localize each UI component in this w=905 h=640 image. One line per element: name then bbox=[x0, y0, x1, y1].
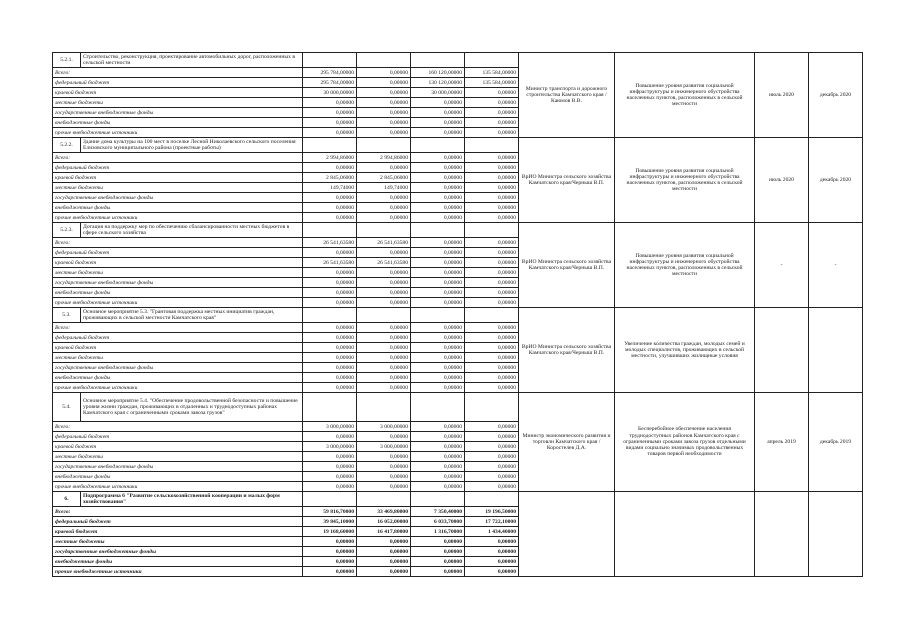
end-date-cell: декабрь 2019 bbox=[809, 393, 863, 492]
empty-cell bbox=[357, 223, 411, 238]
result-cell: Повышение уровня развития социальной инфраструктуры и инженерного обустройства населенных пунктов, расположенных в сельской местности bbox=[615, 138, 755, 223]
amount-cell: 0,00000 bbox=[411, 353, 465, 363]
empty-cell bbox=[357, 492, 411, 507]
amount-cell: 160 120,00000 bbox=[411, 68, 465, 78]
end-date-cell: декабрь 2020 bbox=[809, 53, 863, 138]
amount-cell: 0,00000 bbox=[303, 98, 357, 108]
amount-cell: 0,00000 bbox=[465, 353, 519, 363]
amount-cell: 0,00000 bbox=[303, 557, 357, 567]
funding-source-label: Всего: bbox=[53, 153, 303, 163]
funding-source-label: краевой бюджет bbox=[53, 258, 303, 268]
amount-cell: 0,00000 bbox=[303, 333, 357, 343]
amount-cell: 0,00000 bbox=[411, 323, 465, 333]
executor-cell: Министр транспорта и дорожного строительства Камчатского края / Каюмов В.В. bbox=[519, 53, 615, 138]
amount-cell: 0,00000 bbox=[357, 557, 411, 567]
amount-cell: 149,74000 bbox=[357, 183, 411, 193]
funding-source-label: внебюджетные фонды bbox=[53, 288, 303, 298]
amount-cell: 0,00000 bbox=[357, 108, 411, 118]
amount-cell: 0,00000 bbox=[411, 557, 465, 567]
start-date-cell: июль 2020 bbox=[755, 53, 809, 138]
amount-cell: 0,00000 bbox=[357, 567, 411, 577]
amount-cell: 0,00000 bbox=[465, 547, 519, 557]
amount-cell: 0,00000 bbox=[303, 108, 357, 118]
amount-cell: 0,00000 bbox=[465, 452, 519, 462]
amount-cell: 3 000,00000 bbox=[303, 422, 357, 432]
amount-cell: 0,00000 bbox=[465, 323, 519, 333]
amount-cell: 0,00000 bbox=[357, 278, 411, 288]
amount-cell: 0,00000 bbox=[357, 118, 411, 128]
funding-source-label: Всего: bbox=[53, 422, 303, 432]
amount-cell: 135 584,00000 bbox=[465, 78, 519, 88]
start-date-cell: апрель 2019 bbox=[755, 393, 809, 492]
funding-source-label: прочие внебюджетные источники bbox=[53, 482, 303, 492]
empty-cell bbox=[357, 138, 411, 153]
funding-source-label: краевой бюджет bbox=[53, 442, 303, 452]
amount-cell: 26 541,63580 bbox=[357, 238, 411, 248]
empty-cell bbox=[411, 223, 465, 238]
amount-cell: 0,00000 bbox=[303, 213, 357, 223]
amount-cell: 30 000,00000 bbox=[411, 88, 465, 98]
amount-cell: 0,00000 bbox=[411, 298, 465, 308]
funding-source-label: Всего: bbox=[53, 68, 303, 78]
end-date-cell bbox=[809, 308, 863, 393]
amount-cell: 0,00000 bbox=[411, 108, 465, 118]
amount-cell: 0,00000 bbox=[357, 537, 411, 547]
amount-cell: 2 845,06000 bbox=[303, 173, 357, 183]
result-cell bbox=[615, 492, 755, 577]
funding-source-label: внебюджетные фонды bbox=[53, 557, 303, 567]
amount-cell: 0,00000 bbox=[411, 203, 465, 213]
amount-cell: 19 168,60000 bbox=[303, 527, 357, 537]
amount-cell: 0,00000 bbox=[411, 183, 465, 193]
amount-cell: 0,00000 bbox=[411, 98, 465, 108]
section-title: Основное мероприятие 5.4. "Обеспечение продовольственной безопасности и повышение уровня жизни граждан, проживающих в отдаленных и труднодоступных районах Камчатского края с ограниченными сроками завоза грузов" bbox=[81, 393, 303, 422]
section-title: Основное мероприятие 5.3. "Грантовая поддержка местных инициатив граждан, проживающих в сельской местности Камчатского края" bbox=[81, 308, 303, 323]
funding-source-label: местные бюджеты bbox=[53, 183, 303, 193]
funding-source-label: краевой бюджет bbox=[53, 173, 303, 183]
amount-cell: 0,00000 bbox=[411, 373, 465, 383]
amount-cell: 0,00000 bbox=[411, 278, 465, 288]
section-title: Подпрограмма 6 "Развитие сельскохозяйственной кооперации и малых форм хозяйствования" bbox=[81, 492, 303, 507]
amount-cell: 0,00000 bbox=[411, 213, 465, 223]
section-code: 5.2.2. bbox=[53, 138, 81, 153]
empty-cell bbox=[303, 53, 357, 68]
executor-cell: ВрИО Министра сельского хозяйства Камчатского края/Черныш В.П. bbox=[519, 223, 615, 308]
funding-source-label: местные бюджеты bbox=[53, 98, 303, 108]
amount-cell: 0,00000 bbox=[411, 268, 465, 278]
amount-cell: 0,00000 bbox=[357, 452, 411, 462]
amount-cell: 0,00000 bbox=[465, 288, 519, 298]
section-code: 5.2.1. bbox=[53, 53, 81, 68]
empty-cell bbox=[357, 53, 411, 68]
amount-cell: 0,00000 bbox=[411, 383, 465, 393]
empty-cell bbox=[465, 492, 519, 507]
amount-cell: 0,00000 bbox=[411, 258, 465, 268]
funding-source-label: внебюджетные фонды bbox=[53, 203, 303, 213]
amount-cell: 0,00000 bbox=[303, 128, 357, 138]
amount-cell: 0,00000 bbox=[357, 482, 411, 492]
section-header-row bbox=[53, 223, 863, 238]
amount-cell: 0,00000 bbox=[465, 462, 519, 472]
amount-cell: 0,00000 bbox=[303, 163, 357, 173]
amount-cell: 0,00000 bbox=[465, 343, 519, 353]
amount-cell: 0,00000 bbox=[411, 482, 465, 492]
amount-cell: 0,00000 bbox=[465, 422, 519, 432]
amount-cell: 0,00000 bbox=[411, 567, 465, 577]
amount-cell: 3 000,00000 bbox=[357, 442, 411, 452]
amount-cell: 0,00000 bbox=[465, 383, 519, 393]
amount-cell: 0,00000 bbox=[465, 537, 519, 547]
executor-cell bbox=[519, 492, 615, 577]
amount-cell: 0,00000 bbox=[357, 68, 411, 78]
funding-source-label: Всего: bbox=[53, 238, 303, 248]
amount-cell: 17 722,10000 bbox=[465, 517, 519, 527]
amount-cell: 0,00000 bbox=[465, 472, 519, 482]
amount-cell: 0,00000 bbox=[303, 472, 357, 482]
amount-cell: 0,00000 bbox=[303, 298, 357, 308]
amount-cell: 0,00000 bbox=[411, 537, 465, 547]
amount-cell: 0,00000 bbox=[357, 353, 411, 363]
empty-cell bbox=[303, 492, 357, 507]
funding-source-label: федеральный бюджет bbox=[53, 432, 303, 442]
amount-cell: 0,00000 bbox=[411, 422, 465, 432]
amount-cell: 0,00000 bbox=[303, 537, 357, 547]
funding-source-label: краевой бюджет bbox=[53, 343, 303, 353]
amount-cell: 0,00000 bbox=[465, 268, 519, 278]
amount-cell: 0,00000 bbox=[303, 353, 357, 363]
section-header-row bbox=[53, 308, 863, 323]
amount-cell: 2 994,86000 bbox=[303, 153, 357, 163]
amount-cell: 0,00000 bbox=[357, 363, 411, 373]
amount-cell: 0,00000 bbox=[303, 248, 357, 258]
program-table bbox=[52, 52, 863, 577]
amount-cell: 0,00000 bbox=[357, 98, 411, 108]
amount-cell: 0,00000 bbox=[465, 298, 519, 308]
funding-source-label: государственные внебюджетные фонды bbox=[53, 363, 303, 373]
amount-cell: 2 845,06000 bbox=[357, 173, 411, 183]
amount-cell: 3 000,00000 bbox=[303, 442, 357, 452]
amount-cell: 0,00000 bbox=[411, 363, 465, 373]
amount-cell: 0,00000 bbox=[357, 383, 411, 393]
amount-cell: 0,00000 bbox=[411, 472, 465, 482]
amount-cell: 0,00000 bbox=[465, 98, 519, 108]
amount-cell: 0,00000 bbox=[411, 163, 465, 173]
amount-cell: 0,00000 bbox=[411, 343, 465, 353]
amount-cell: 295 784,00000 bbox=[303, 68, 357, 78]
amount-cell: 0,00000 bbox=[357, 432, 411, 442]
amount-cell: 0,00000 bbox=[465, 567, 519, 577]
amount-cell: 1 316,70000 bbox=[411, 527, 465, 537]
funding-source-label: внебюджетные фонды bbox=[53, 373, 303, 383]
funding-source-label: Всего: bbox=[53, 507, 303, 517]
empty-cell bbox=[303, 138, 357, 153]
amount-cell: 0,00000 bbox=[303, 383, 357, 393]
amount-cell: 149,74000 bbox=[303, 183, 357, 193]
amount-cell: 0,00000 bbox=[303, 452, 357, 462]
amount-cell: 0,00000 bbox=[357, 547, 411, 557]
funding-source-label: прочие внебюджетные источники bbox=[53, 383, 303, 393]
amount-cell: 0,00000 bbox=[303, 432, 357, 442]
amount-cell: 0,00000 bbox=[303, 203, 357, 213]
amount-cell: 0,00000 bbox=[465, 128, 519, 138]
section-code: 5.2.3. bbox=[53, 223, 81, 238]
funding-source-label: государственные внебюджетные фонды bbox=[53, 278, 303, 288]
amount-cell: 0,00000 bbox=[303, 118, 357, 128]
amount-cell: 0,00000 bbox=[411, 442, 465, 452]
start-date-cell: июль 2020 bbox=[755, 138, 809, 223]
amount-cell: 0,00000 bbox=[303, 193, 357, 203]
amount-cell: 0,00000 bbox=[357, 128, 411, 138]
result-cell: Повышение уровня развития социальной инфраструктуры и инженерного обустройства населенных пунктов, расположенных в сельской местности bbox=[615, 223, 755, 308]
end-date-cell: декабрь 2020 bbox=[809, 138, 863, 223]
result-cell: Повышение уровня развития социальной инфраструктуры и инженерного обустройства населенных пунктов, расположенных в сельской местности bbox=[615, 53, 755, 138]
amount-cell: 0,00000 bbox=[357, 193, 411, 203]
section-header-row bbox=[53, 393, 863, 422]
amount-cell: 0,00000 bbox=[411, 462, 465, 472]
funding-source-label: внебюджетные фонды bbox=[53, 118, 303, 128]
start-date-cell: - bbox=[755, 223, 809, 308]
funding-source-label: краевой бюджет bbox=[53, 527, 303, 537]
amount-cell: 0,00000 bbox=[357, 248, 411, 258]
amount-cell: 0,00000 bbox=[303, 278, 357, 288]
section-header-row bbox=[53, 492, 863, 507]
amount-cell: 7 350,40000 bbox=[411, 507, 465, 517]
amount-cell: 0,00000 bbox=[465, 278, 519, 288]
amount-cell: 0,00000 bbox=[303, 343, 357, 353]
amount-cell: 0,00000 bbox=[465, 333, 519, 343]
start-date-cell bbox=[755, 308, 809, 393]
empty-cell bbox=[465, 308, 519, 323]
amount-cell: 0,00000 bbox=[465, 442, 519, 452]
amount-cell: 295 784,00000 bbox=[303, 78, 357, 88]
amount-cell: 0,00000 bbox=[357, 298, 411, 308]
amount-cell: 0,00000 bbox=[465, 258, 519, 268]
funding-source-label: внебюджетные фонды bbox=[53, 472, 303, 482]
document-page bbox=[52, 52, 862, 590]
empty-cell bbox=[303, 223, 357, 238]
empty-cell bbox=[303, 308, 357, 323]
section-code: 5.3. bbox=[53, 308, 81, 323]
funding-source-label: федеральный бюджет bbox=[53, 517, 303, 527]
amount-cell: 26 541,63580 bbox=[357, 258, 411, 268]
amount-cell: 0,00000 bbox=[411, 118, 465, 128]
amount-cell: 6 033,70000 bbox=[411, 517, 465, 527]
empty-cell bbox=[411, 138, 465, 153]
empty-cell bbox=[411, 53, 465, 68]
start-date-cell bbox=[755, 492, 809, 577]
amount-cell: 0,00000 bbox=[303, 323, 357, 333]
funding-source-label: прочие внебюджетные источники bbox=[53, 567, 303, 577]
amount-cell: 0,00000 bbox=[465, 248, 519, 258]
amount-cell: 59 816,70000 bbox=[303, 507, 357, 517]
amount-cell: 33 469,80000 bbox=[357, 507, 411, 517]
amount-cell: 0,00000 bbox=[465, 183, 519, 193]
amount-cell: 0,00000 bbox=[357, 78, 411, 88]
section-code: 6. bbox=[53, 492, 81, 507]
amount-cell: 0,00000 bbox=[465, 118, 519, 128]
funding-source-label: федеральный бюджет bbox=[53, 163, 303, 173]
amount-cell: 0,00000 bbox=[303, 567, 357, 577]
amount-cell: 0,00000 bbox=[357, 213, 411, 223]
amount-cell: 0,00000 bbox=[411, 432, 465, 442]
amount-cell: 0,00000 bbox=[465, 373, 519, 383]
amount-cell: 0,00000 bbox=[411, 547, 465, 557]
amount-cell: 0,00000 bbox=[465, 108, 519, 118]
amount-cell: 0,00000 bbox=[411, 248, 465, 258]
amount-cell: 0,00000 bbox=[465, 363, 519, 373]
amount-cell: 0,00000 bbox=[411, 128, 465, 138]
amount-cell: 3 000,00000 bbox=[357, 422, 411, 432]
empty-cell bbox=[465, 393, 519, 422]
empty-cell bbox=[411, 393, 465, 422]
funding-source-label: краевой бюджет bbox=[53, 88, 303, 98]
section-title: Дотация на поддержку мер по обеспечению сбалансированности местных бюджетов в сфере сельского хозяйства bbox=[81, 223, 303, 238]
amount-cell: 0,00000 bbox=[357, 288, 411, 298]
amount-cell: 0,00000 bbox=[411, 288, 465, 298]
amount-cell: 0,00000 bbox=[303, 547, 357, 557]
empty-cell bbox=[411, 492, 465, 507]
funding-source-label: государственные внебюджетные фонды bbox=[53, 547, 303, 557]
amount-cell: 0,00000 bbox=[357, 163, 411, 173]
amount-cell: 0,00000 bbox=[303, 288, 357, 298]
amount-cell: 0,00000 bbox=[465, 557, 519, 567]
amount-cell: 0,00000 bbox=[357, 333, 411, 343]
amount-cell: 16 052,00000 bbox=[357, 517, 411, 527]
funding-source-label: местные бюджеты bbox=[53, 537, 303, 547]
amount-cell: 0,00000 bbox=[303, 363, 357, 373]
funding-source-label: государственные внебюджетные фонды bbox=[53, 193, 303, 203]
amount-cell: 130 120,00000 bbox=[411, 78, 465, 88]
amount-cell: 19 196,50000 bbox=[465, 507, 519, 517]
amount-cell: 0,00000 bbox=[411, 238, 465, 248]
amount-cell: 0,00000 bbox=[357, 323, 411, 333]
funding-source-label: Всего: bbox=[53, 323, 303, 333]
section-title: Строительство, реконструкция, проектирование автомобильных дорог, расположенных в сельской местности bbox=[81, 53, 303, 68]
amount-cell: 0,00000 bbox=[303, 462, 357, 472]
section-header-row bbox=[53, 138, 863, 153]
amount-cell: 0,00000 bbox=[465, 482, 519, 492]
funding-source-label: местные бюджеты bbox=[53, 353, 303, 363]
funding-source-label: прочие внебюджетные источники bbox=[53, 298, 303, 308]
empty-cell bbox=[303, 393, 357, 422]
amount-cell: 0,00000 bbox=[465, 203, 519, 213]
amount-cell: 135 584,00000 bbox=[465, 68, 519, 78]
executor-cell: ВрИО Министра сельского хозяйства Камчатского края/Черныш В.П. bbox=[519, 308, 615, 393]
amount-cell: 0,00000 bbox=[465, 193, 519, 203]
amount-cell: 2 994,86000 bbox=[357, 153, 411, 163]
amount-cell: 0,00000 bbox=[411, 333, 465, 343]
funding-source-label: местные бюджеты bbox=[53, 268, 303, 278]
end-date-cell: - bbox=[809, 223, 863, 308]
section-header-row bbox=[53, 53, 863, 68]
empty-cell bbox=[465, 223, 519, 238]
funding-source-label: федеральный бюджет bbox=[53, 248, 303, 258]
section-code: 5.4. bbox=[53, 393, 81, 422]
amount-cell: 0,00000 bbox=[303, 373, 357, 383]
amount-cell: 0,00000 bbox=[465, 173, 519, 183]
amount-cell: 30 000,00000 bbox=[303, 88, 357, 98]
funding-source-label: прочие внебюджетные источники bbox=[53, 128, 303, 138]
amount-cell: 0,00000 bbox=[411, 173, 465, 183]
funding-source-label: федеральный бюджет bbox=[53, 78, 303, 88]
end-date-cell bbox=[809, 492, 863, 577]
amount-cell: 26 541,63580 bbox=[303, 258, 357, 268]
section-title: Здание дома культуры на 100 мест в поселке Лесной Николаевского сельского поселения Елизовского муниципального района (проектные работы) bbox=[81, 138, 303, 153]
funding-source-label: местные бюджеты bbox=[53, 452, 303, 462]
result-cell: Бесперебойное обеспечение населения труднодоступных районов Камчатского края с ограниченными сроками завоза грузов отдельными видами социально значимых продовольственных товаров первой необходимости bbox=[615, 393, 755, 492]
amount-cell: 0,00000 bbox=[303, 482, 357, 492]
amount-cell: 0,00000 bbox=[411, 193, 465, 203]
result-cell: Увеличение количества граждан, молодых семей и молодых специалистов, проживающих в сельской местности, улучшивших жилищные условия bbox=[615, 308, 755, 393]
funding-source-label: прочие внебюджетные источники bbox=[53, 213, 303, 223]
amount-cell: 16 417,80000 bbox=[357, 527, 411, 537]
funding-source-label: государственные внебюджетные фонды bbox=[53, 108, 303, 118]
amount-cell: 0,00000 bbox=[465, 213, 519, 223]
amount-cell: 0,00000 bbox=[357, 462, 411, 472]
amount-cell: 0,00000 bbox=[357, 373, 411, 383]
amount-cell: 0,00000 bbox=[465, 238, 519, 248]
amount-cell: 1 434,40000 bbox=[465, 527, 519, 537]
executor-cell: Министр экономического развития и торговли Камчатского края / Коростелев Д.А. bbox=[519, 393, 615, 492]
amount-cell: 0,00000 bbox=[357, 203, 411, 213]
executor-cell: ВрИО Министра сельского хозяйства Камчатского края/Черныш В.П. bbox=[519, 138, 615, 223]
funding-source-label: федеральный бюджет bbox=[53, 333, 303, 343]
amount-cell: 0,00000 bbox=[357, 343, 411, 353]
amount-cell: 39 845,10000 bbox=[303, 517, 357, 527]
amount-cell: 0,00000 bbox=[357, 472, 411, 482]
amount-cell: 0,00000 bbox=[465, 432, 519, 442]
amount-cell: 0,00000 bbox=[465, 163, 519, 173]
amount-cell: 0,00000 bbox=[411, 153, 465, 163]
amount-cell: 0,00000 bbox=[303, 268, 357, 278]
amount-cell: 0,00000 bbox=[357, 268, 411, 278]
amount-cell: 0,00000 bbox=[465, 88, 519, 98]
empty-cell bbox=[465, 53, 519, 68]
amount-cell: 0,00000 bbox=[357, 88, 411, 98]
amount-cell: 0,00000 bbox=[411, 452, 465, 462]
empty-cell bbox=[465, 138, 519, 153]
funding-source-label: государственные внебюджетные фонды bbox=[53, 462, 303, 472]
amount-cell: 0,00000 bbox=[465, 153, 519, 163]
empty-cell bbox=[357, 393, 411, 422]
empty-cell bbox=[411, 308, 465, 323]
amount-cell: 26 541,63580 bbox=[303, 238, 357, 248]
empty-cell bbox=[357, 308, 411, 323]
